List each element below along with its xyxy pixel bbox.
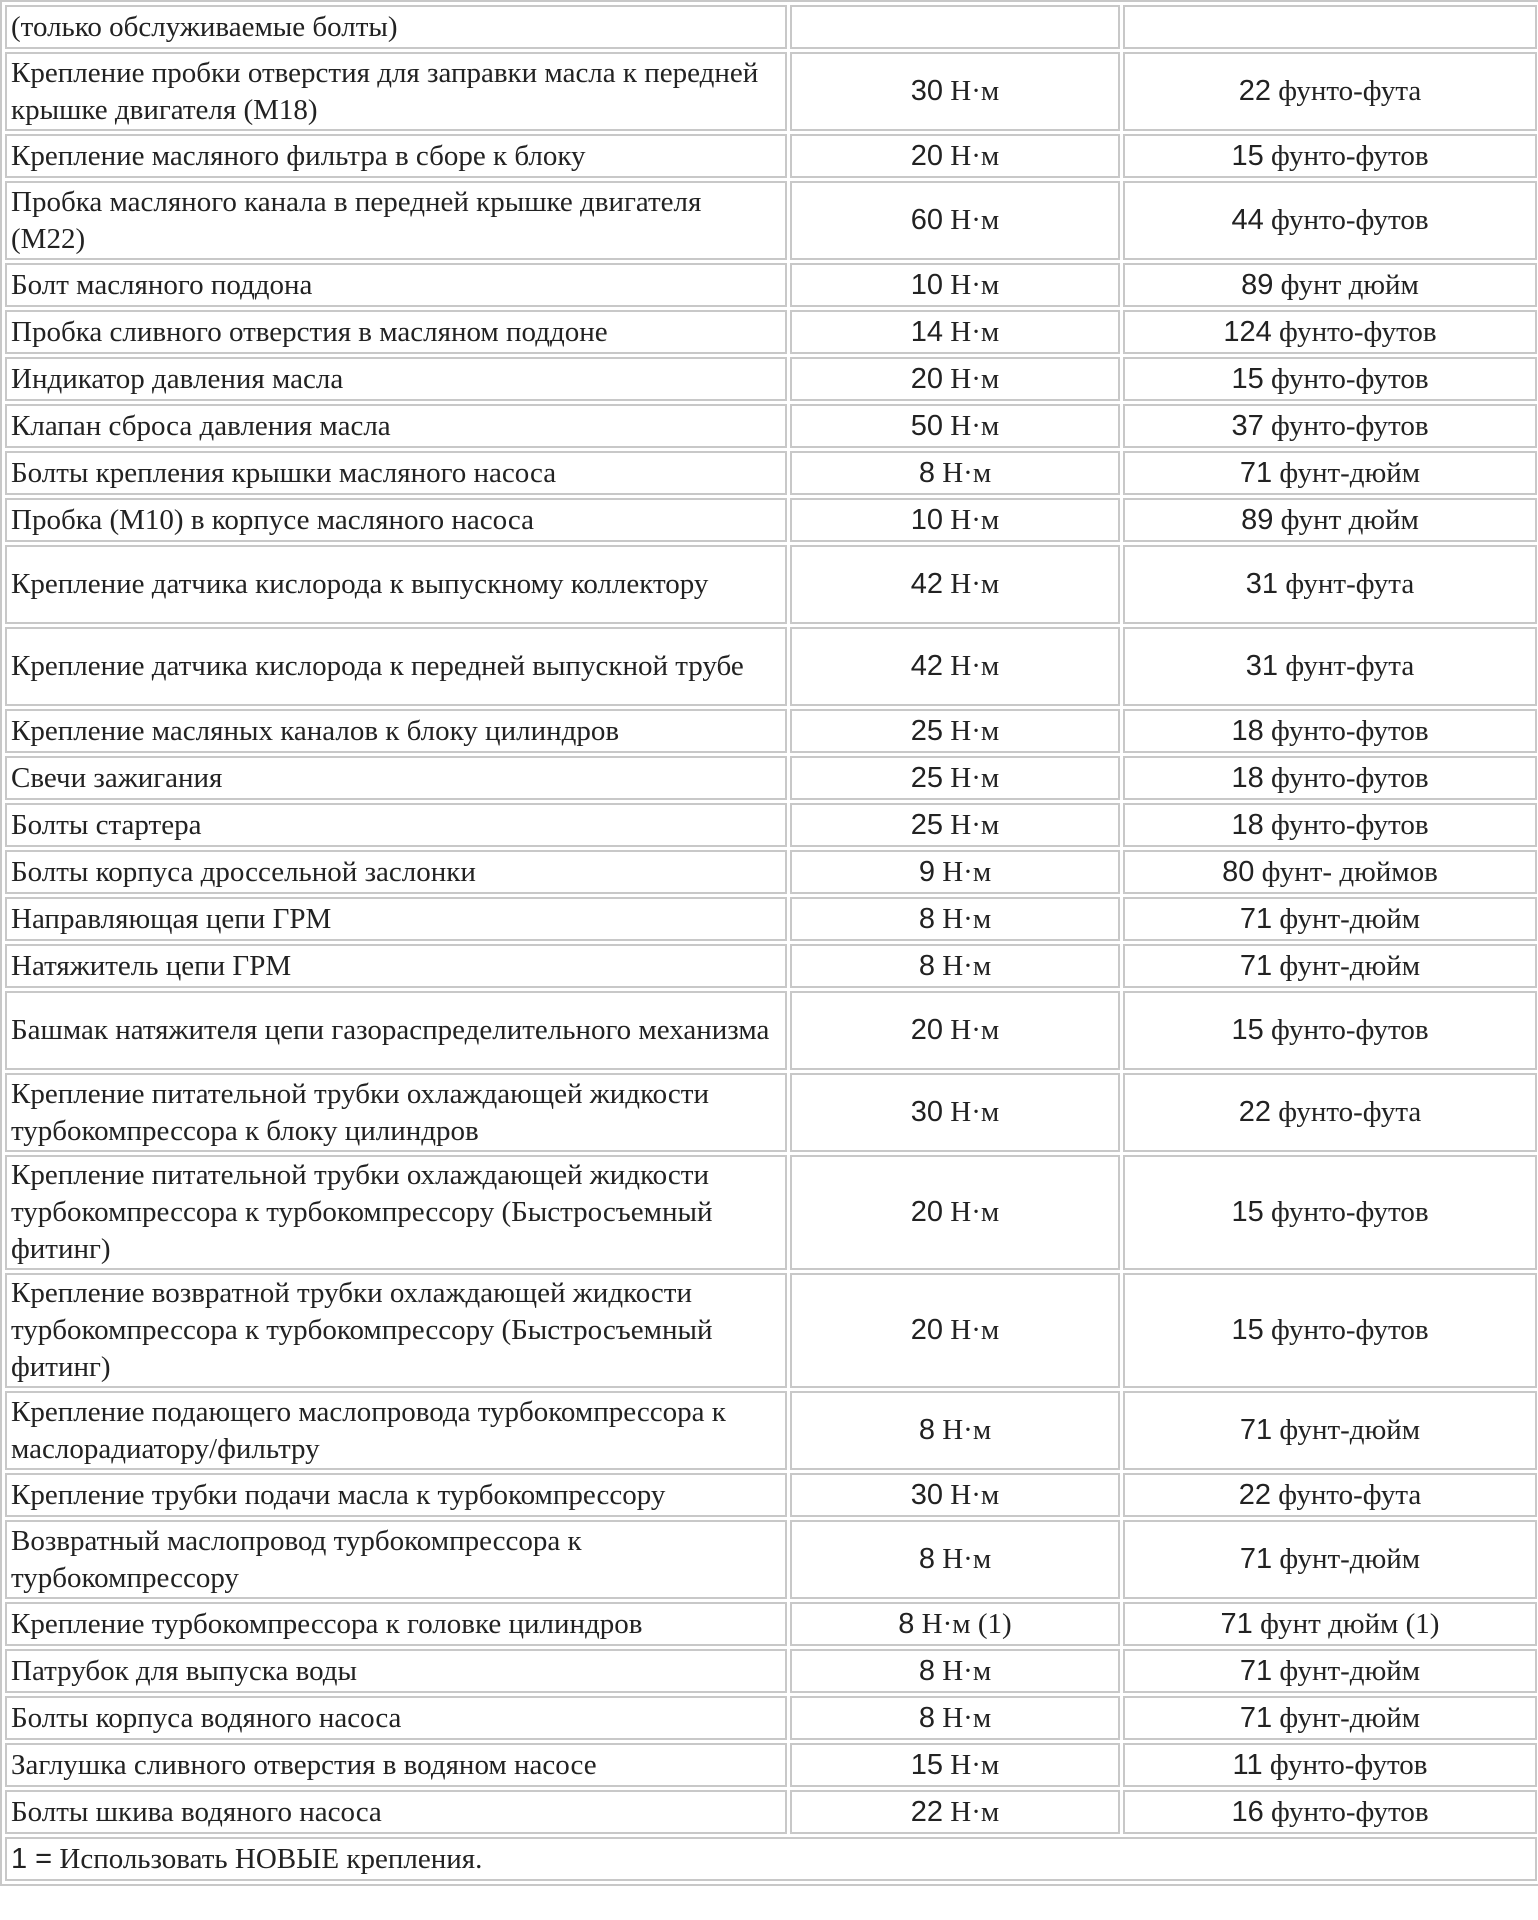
imperial-torque-cell [1123, 1391, 1537, 1470]
table-row [5, 263, 1537, 307]
metric-unit: Н·м [950, 315, 1000, 348]
imperial-unit: фунт-дюйм [1279, 1543, 1421, 1575]
metric-torque-cell [790, 134, 1120, 178]
imperial-unit: фунто-футов [1270, 1314, 1429, 1346]
metric-unit: Н·м [950, 1478, 1000, 1511]
metric-torque-cell [790, 263, 1120, 307]
metric-unit: Н·м [942, 1654, 992, 1687]
metric-unit: Н·м [950, 1096, 1000, 1128]
metric-unit: Н·м [950, 1748, 1000, 1781]
imperial-torque-cell [1123, 263, 1537, 307]
imperial-torque-cell [1123, 1473, 1537, 1517]
metric-torque-cell [790, 1602, 1120, 1646]
metric-torque-cell [790, 498, 1120, 542]
imperial-value: 71 [1239, 1414, 1273, 1446]
table-row [5, 944, 1537, 988]
fastener-name-cell: Заглушка сливного отверстия в водяном насосе [5, 1743, 787, 1787]
imperial-torque-cell [1123, 1155, 1537, 1270]
metric-value: 30 [910, 75, 944, 107]
imperial-torque-cell [1123, 627, 1537, 706]
fastener-name-cell: Болты корпуса водяного насоса [5, 1696, 787, 1740]
imperial-value: 71 [1239, 1701, 1273, 1734]
fastener-name-cell: (только обслуживаемые болты) [5, 5, 787, 49]
metric-value: 8 [918, 1414, 935, 1446]
imperial-unit: фунто-футов [1269, 1748, 1428, 1781]
imperial-unit: фунт-дюйм [1279, 456, 1421, 489]
fastener-name-cell: Болты крепления крышки масляного насоса [5, 451, 787, 495]
imperial-value: 22 [1238, 1478, 1271, 1511]
metric-unit: Н·м [950, 568, 1000, 600]
imperial-torque-cell [1123, 545, 1537, 624]
imperial-torque-cell [1123, 451, 1537, 495]
metric-torque-cell [790, 1073, 1120, 1152]
metric-unit: Н·м [950, 268, 1000, 301]
imperial-torque-cell [1123, 1743, 1537, 1787]
imperial-torque-cell [1123, 52, 1537, 131]
imperial-value: 80 [1222, 855, 1255, 888]
metric-unit: Н·м [950, 1795, 1000, 1828]
metric-torque-cell [790, 850, 1120, 894]
imperial-value: 22 [1238, 1096, 1271, 1128]
imperial-torque-cell [1123, 803, 1537, 847]
metric-unit: Н·м [950, 409, 1000, 442]
metric-torque-cell [790, 404, 1120, 448]
metric-unit: Н·м [950, 139, 1000, 172]
metric-torque-cell [790, 803, 1120, 847]
imperial-unit: фунт-дюйм [1279, 902, 1421, 935]
table-row [5, 310, 1537, 354]
table-row [5, 709, 1537, 753]
fastener-name-cell: Крепление питательной трубки охлаждающей жидкости турбокомпрессора к турбокомпрессору (Быстросъемный фитинг) [5, 1155, 787, 1270]
metric-value: 20 [910, 139, 944, 172]
imperial-torque-cell [1123, 357, 1537, 401]
imperial-torque-cell [1123, 944, 1537, 988]
metric-value: 8 [918, 1701, 935, 1734]
table-row [5, 357, 1537, 401]
metric-unit: Н·м [942, 1701, 992, 1734]
imperial-value: 15 [1231, 362, 1264, 395]
table-row [5, 1790, 1537, 1834]
imperial-torque-cell [1123, 1073, 1537, 1152]
table-row [5, 627, 1537, 706]
footnote-number: 1 = [11, 1842, 53, 1875]
fastener-name-cell: Клапан сброса давления масла [5, 404, 787, 448]
table-row [5, 1696, 1537, 1740]
fastener-name-cell: Пробка сливного отверстия в масляном поддоне [5, 310, 787, 354]
imperial-value: 16 [1231, 1795, 1264, 1828]
fastener-name-cell: Крепление возвратной трубки охлаждающей жидкости турбокомпрессора к турбокомпрессору (Быстросъемный фитинг) [5, 1273, 787, 1388]
table-row [5, 1073, 1537, 1152]
table-row [5, 756, 1537, 800]
metric-torque-cell [790, 627, 1120, 706]
imperial-torque-cell [1123, 1790, 1537, 1834]
footnote-row [5, 1837, 1537, 1881]
metric-unit: Н·м [950, 75, 1000, 107]
metric-torque-cell [790, 357, 1120, 401]
metric-torque-cell [790, 1155, 1120, 1270]
metric-torque-cell [790, 944, 1120, 988]
table-row [5, 134, 1537, 178]
imperial-unit: фунто-фута [1278, 75, 1422, 107]
fastener-name-cell: Крепление подающего маслопровода турбокомпрессора к маслорадиатору/фильтру [5, 1391, 787, 1470]
metric-unit: Н·м [950, 761, 1000, 794]
imperial-torque-cell [1123, 850, 1537, 894]
metric-value: 30 [910, 1478, 944, 1511]
imperial-unit: фунт-дюйм [1279, 1701, 1421, 1734]
imperial-value: 124 [1223, 315, 1272, 348]
imperial-unit: фунт-фута [1285, 650, 1415, 682]
metric-value: 20 [910, 1014, 944, 1046]
fastener-name-cell: Башмак натяжителя цепи газораспределительного механизма [5, 991, 787, 1070]
imperial-value: 15 [1231, 139, 1264, 172]
metric-value: 10 [910, 268, 944, 301]
metric-value: 42 [910, 568, 944, 600]
imperial-value: 71 [1239, 949, 1273, 982]
table-row [5, 991, 1537, 1070]
metric-torque-cell [790, 709, 1120, 753]
fastener-name-cell: Крепление датчика кислорода к передней выпускной трубе [5, 627, 787, 706]
metric-unit: Н·м [950, 1196, 1000, 1228]
table-row [5, 52, 1537, 131]
metric-torque-cell [790, 545, 1120, 624]
fastener-name-cell: Пробка (М10) в корпусе масляного насоса [5, 498, 787, 542]
imperial-torque-cell [1123, 134, 1537, 178]
fastener-name-cell: Крепление турбокомпрессора к головке цилиндров [5, 1602, 787, 1646]
imperial-value: 11 [1232, 1748, 1263, 1781]
fastener-name-cell: Болт масляного поддона [5, 263, 787, 307]
table-row [5, 850, 1537, 894]
imperial-value: 15 [1231, 1314, 1264, 1346]
imperial-torque-cell [1123, 5, 1537, 49]
imperial-unit: фунто-фута [1278, 1478, 1422, 1511]
metric-torque-cell [790, 1790, 1120, 1834]
imperial-unit: фунто-футов [1270, 204, 1429, 236]
table-row [5, 404, 1537, 448]
metric-value: 42 [910, 650, 944, 682]
table-row [5, 803, 1537, 847]
fastener-name-cell: Крепление масляного фильтра в сборе к блоку [5, 134, 787, 178]
metric-unit: Н·м [950, 362, 1000, 395]
metric-value: 25 [910, 714, 944, 747]
imperial-value: 31 [1245, 650, 1279, 682]
metric-torque-cell [790, 897, 1120, 941]
metric-unit: Н·м (1) [921, 1607, 1012, 1640]
metric-value: 20 [910, 1314, 944, 1346]
imperial-unit: фунт-дюйм [1279, 949, 1421, 982]
metric-unit: Н·м [942, 1543, 992, 1575]
table-row [5, 181, 1537, 260]
metric-torque-cell [790, 1391, 1120, 1470]
fastener-name-cell: Болты стартера [5, 803, 787, 847]
imperial-torque-cell [1123, 310, 1537, 354]
imperial-value: 89 [1241, 503, 1274, 536]
imperial-torque-cell [1123, 897, 1537, 941]
imperial-value: 37 [1231, 409, 1264, 442]
imperial-unit: фунто-футов [1270, 139, 1429, 172]
metric-value: 60 [910, 204, 944, 236]
imperial-unit: фунт дюйм (1) [1260, 1607, 1440, 1640]
imperial-torque-cell [1123, 709, 1537, 753]
metric-unit: Н·м [950, 1014, 1000, 1046]
imperial-torque-cell [1123, 1696, 1537, 1740]
imperial-torque-cell [1123, 404, 1537, 448]
fastener-name-cell: Натяжитель цепи ГРМ [5, 944, 787, 988]
table-row [5, 1273, 1537, 1388]
imperial-unit: фунто-футов [1270, 714, 1429, 747]
table-row [5, 498, 1537, 542]
table-row [5, 897, 1537, 941]
fastener-name-cell: Пробка масляного канала в передней крышке двигателя (M22) [5, 181, 787, 260]
footnote-cell [5, 1837, 1537, 1881]
imperial-torque-cell [1123, 1649, 1537, 1693]
imperial-unit: фунт-дюйм [1279, 1414, 1421, 1446]
imperial-value: 71 [1239, 1654, 1273, 1687]
imperial-unit: фунто-футов [1270, 409, 1429, 442]
fastener-name-cell: Болты шкива водяного насоса [5, 1790, 787, 1834]
imperial-unit: фунт-фута [1285, 568, 1415, 600]
fastener-name-cell: Крепление датчика кислорода к выпускному коллектору [5, 545, 787, 624]
metric-torque-cell [790, 52, 1120, 131]
table-row [5, 1520, 1537, 1599]
fastener-name-cell: Патрубок для выпуска воды [5, 1649, 787, 1693]
metric-value: 50 [910, 409, 944, 442]
imperial-value: 22 [1238, 75, 1271, 107]
metric-value: 8 [918, 1543, 935, 1575]
metric-value: 8 [898, 1607, 915, 1640]
imperial-unit: фунто-футов [1270, 1795, 1429, 1828]
imperial-value: 71 [1239, 456, 1273, 489]
table-row [5, 545, 1537, 624]
fastener-name-cell: Направляющая цепи ГРМ [5, 897, 787, 941]
imperial-unit: фунто-футов [1270, 1014, 1429, 1046]
imperial-torque-cell [1123, 1273, 1537, 1388]
imperial-unit: фунто-футов [1279, 315, 1437, 348]
imperial-value: 44 [1231, 204, 1264, 236]
imperial-unit: фунто-футов [1270, 761, 1429, 794]
imperial-unit: фунто-футов [1270, 1196, 1429, 1228]
imperial-unit: фунт дюйм [1280, 503, 1419, 536]
table-row [5, 5, 1537, 49]
imperial-torque-cell [1123, 181, 1537, 260]
imperial-value: 89 [1241, 268, 1274, 301]
metric-torque-cell [790, 181, 1120, 260]
table-row [5, 1391, 1537, 1470]
imperial-unit: фунто-футов [1270, 362, 1429, 395]
metric-value: 9 [918, 855, 935, 888]
metric-torque-cell [790, 1520, 1120, 1599]
imperial-unit: фунт-дюйм [1279, 1654, 1421, 1687]
imperial-unit: фунто-фута [1278, 1096, 1422, 1128]
metric-value: 20 [910, 362, 944, 395]
imperial-value: 18 [1231, 714, 1264, 747]
imperial-value: 71 [1239, 1543, 1273, 1575]
metric-value: 14 [910, 315, 944, 348]
metric-value: 8 [918, 456, 935, 489]
metric-unit: Н·м [950, 1314, 1000, 1346]
metric-value: 25 [910, 761, 944, 794]
imperial-unit: фунт- дюймов [1261, 855, 1438, 888]
fastener-name-cell: Болты корпуса дроссельной заслонки [5, 850, 787, 894]
metric-torque-cell [790, 1473, 1120, 1517]
imperial-value: 15 [1231, 1014, 1264, 1046]
metric-unit: Н·м [950, 808, 1000, 841]
imperial-value: 18 [1231, 761, 1264, 794]
metric-value: 8 [918, 949, 935, 982]
metric-torque-cell [790, 756, 1120, 800]
imperial-unit: фунто-футов [1270, 808, 1429, 841]
footnote-text: Использовать НОВЫЕ крепления. [59, 1842, 483, 1875]
metric-value: 22 [910, 1795, 944, 1828]
metric-torque-cell [790, 1696, 1120, 1740]
imperial-value: 71 [1220, 1607, 1253, 1640]
metric-unit: Н·м [942, 855, 992, 888]
metric-value: 25 [910, 808, 944, 841]
metric-torque-cell [790, 991, 1120, 1070]
metric-value: 20 [910, 1196, 944, 1228]
imperial-value: 71 [1239, 902, 1273, 935]
table-body [5, 5, 1537, 1834]
table-row [5, 1602, 1537, 1646]
metric-value: 10 [910, 503, 944, 536]
fastener-name-cell: Крепление трубки подачи масла к турбокомпрессору [5, 1473, 787, 1517]
metric-torque-cell [790, 1743, 1120, 1787]
metric-unit: Н·м [942, 456, 992, 489]
table-row [5, 1155, 1537, 1270]
table-row [5, 1743, 1537, 1787]
imperial-torque-cell [1123, 1520, 1537, 1599]
fastener-name-cell: Свечи зажигания [5, 756, 787, 800]
table-row [5, 1473, 1537, 1517]
metric-unit: Н·м [950, 204, 1000, 236]
metric-torque-cell [790, 310, 1120, 354]
fastener-name-cell: Крепление пробки отверстия для заправки масла к передней крышке двигателя (M18) [5, 52, 787, 131]
fastener-name-cell: Крепление питательной трубки охлаждающей жидкости турбокомпрессора к блоку цилиндров [5, 1073, 787, 1152]
metric-unit: Н·м [942, 949, 992, 982]
imperial-unit: фунт дюйм [1280, 268, 1419, 301]
metric-value: 30 [910, 1096, 944, 1128]
imperial-torque-cell [1123, 756, 1537, 800]
metric-value: 8 [918, 902, 935, 935]
table-row [5, 1649, 1537, 1693]
metric-value: 15 [910, 1748, 944, 1781]
imperial-torque-cell [1123, 498, 1537, 542]
metric-unit: Н·м [950, 503, 1000, 536]
metric-unit: Н·м [950, 650, 1000, 682]
imperial-value: 31 [1245, 568, 1279, 600]
metric-torque-cell [790, 451, 1120, 495]
table-row [5, 451, 1537, 495]
metric-value: 8 [918, 1654, 935, 1687]
imperial-torque-cell [1123, 991, 1537, 1070]
metric-torque-cell [790, 1273, 1120, 1388]
imperial-value: 18 [1231, 808, 1264, 841]
metric-unit: Н·м [950, 714, 1000, 747]
metric-unit: Н·м [942, 902, 992, 935]
imperial-value: 15 [1231, 1196, 1264, 1228]
metric-torque-cell [790, 1649, 1120, 1693]
imperial-torque-cell [1123, 1602, 1537, 1646]
fastener-name-cell: Индикатор давления масла [5, 357, 787, 401]
metric-unit: Н·м [942, 1414, 992, 1446]
fastener-name-cell: Крепление масляных каналов к блоку цилиндров [5, 709, 787, 753]
fastener-name-cell: Возвратный маслопровод турбокомпрессора к турбокомпрессору [5, 1520, 787, 1599]
metric-torque-cell [790, 5, 1120, 49]
